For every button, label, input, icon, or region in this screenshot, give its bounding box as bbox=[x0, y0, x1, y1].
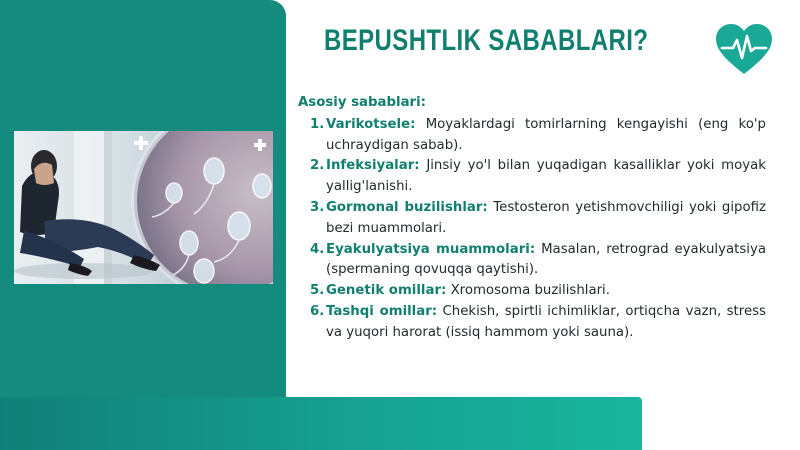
list-item: 6. Tashqi omillar: Chekish, spirtli ichimliklar, ortiqcha vazn, stress va yuqori harorat (issiq hammom yoki sauna). bbox=[310, 303, 766, 340]
list-item: 2. Infeksiyalar: Jinsiy yo'l bilan yuqadigan kasalliklar yoki moyak yallig'lanishi. bbox=[310, 158, 766, 195]
list-item: 1. Varikotsele: Moyaklardagi tomirlarning kengayishi (eng ko'p uchraydigan sabab). bbox=[310, 116, 766, 153]
list-item: 4. Eyakulyatsiya muammolari: Masalan, retrograd eyakulyatsiya (spermaning qovuqqa qaytishi). bbox=[310, 241, 766, 278]
section-subheading: Asosiy sabablari: bbox=[298, 95, 426, 110]
bottom-teal-band bbox=[0, 397, 642, 450]
list-item: 5. Genetik omillar: Xromosoma buzilishlari. bbox=[310, 283, 610, 299]
causes-list bbox=[298, 115, 766, 344]
heartbeat-icon bbox=[716, 24, 772, 76]
causes-content bbox=[298, 93, 766, 344]
illustration-photo bbox=[14, 131, 273, 284]
list-item: 3. Gormonal buzilishlar: Testosteron yetishmovchiligi yoki gipofiz bezi muammolari. bbox=[310, 199, 766, 236]
page-title: BEPUSHTLIK SABABLARI? bbox=[324, 24, 649, 57]
